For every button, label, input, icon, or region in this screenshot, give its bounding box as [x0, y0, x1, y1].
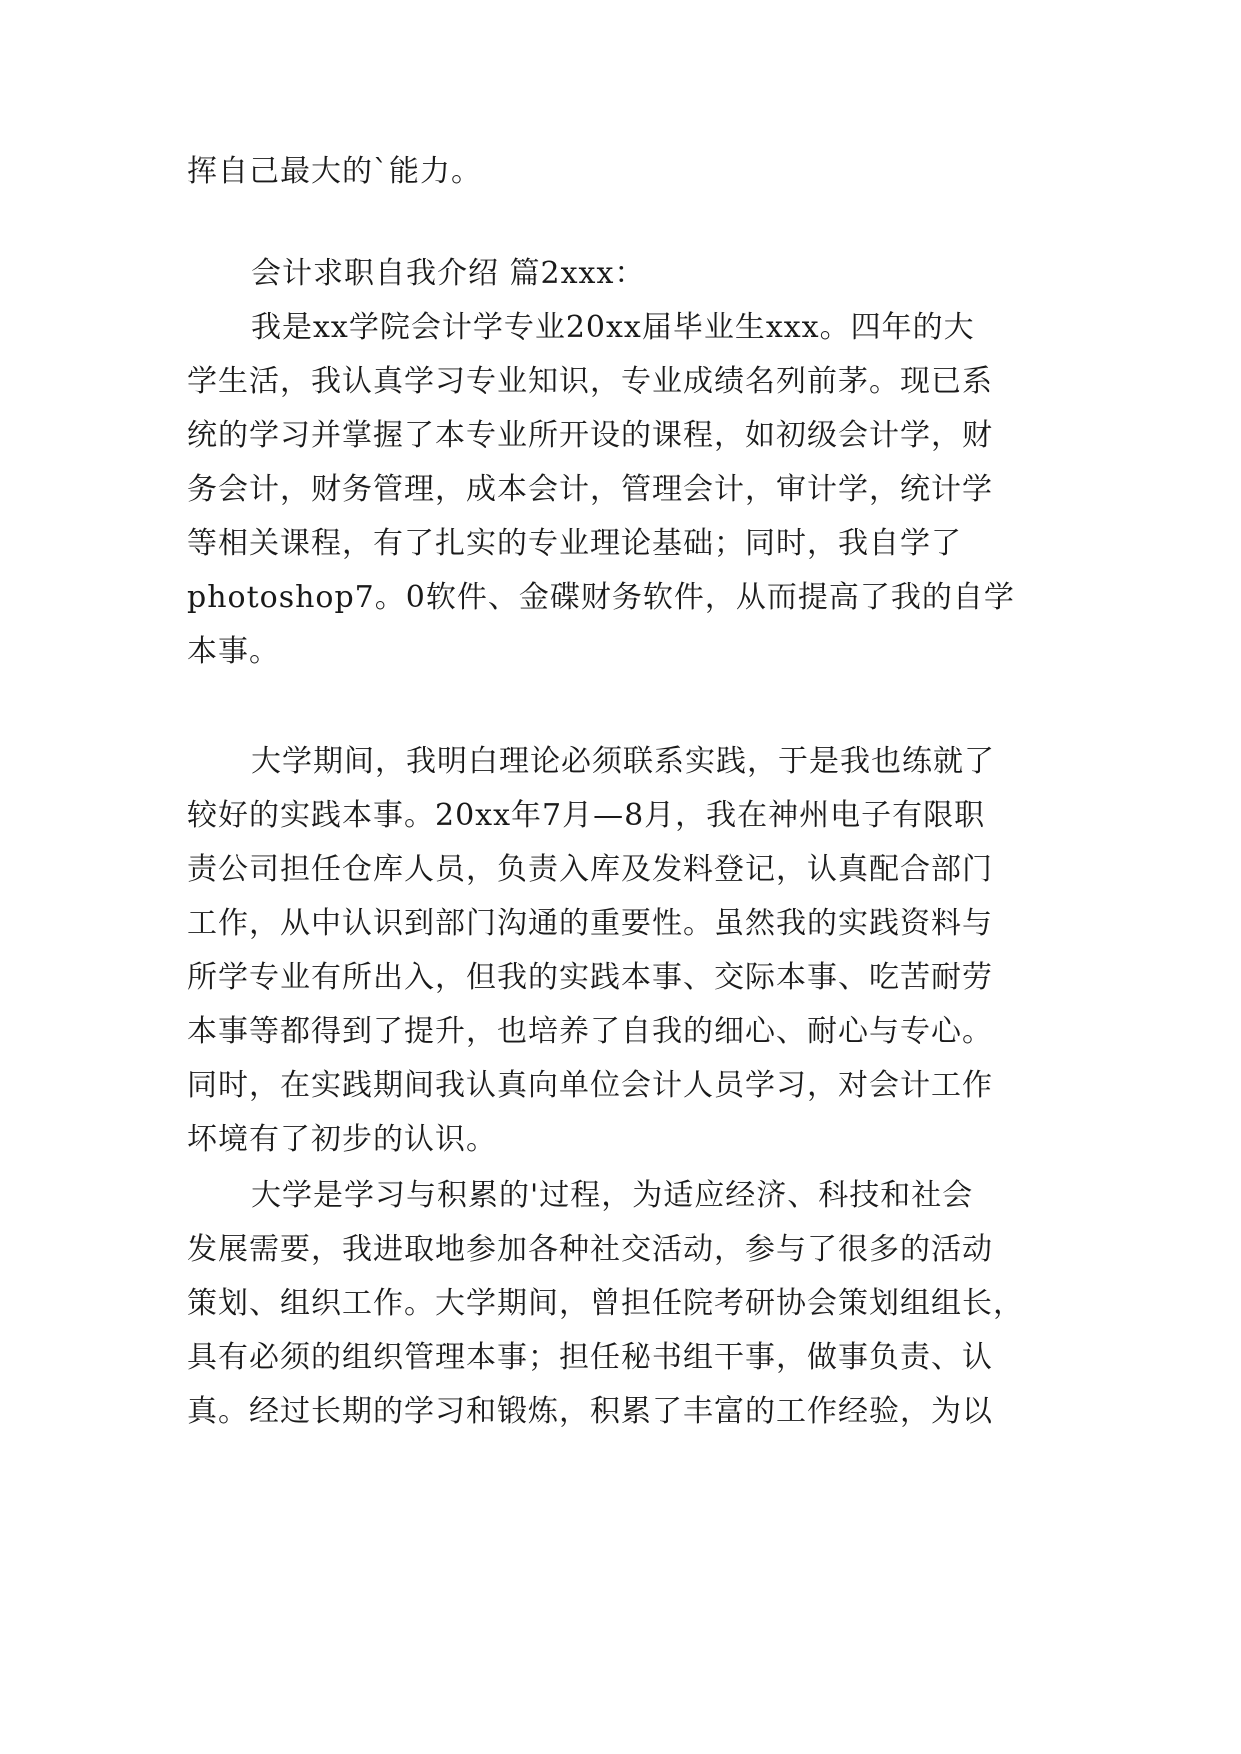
paragraph-line: 发展需要，我进取地参加各种社交活动，参与了很多的活动: [187, 1232, 993, 1267]
paragraph-line: 坏境有了初步的认识。: [187, 1122, 497, 1157]
paragraph-line: 责公司担任仓库人员，负责入库及发料登记，认真配合部门: [187, 852, 993, 887]
paragraph-line: 所学专业有所出入，但我的实践本事、交际本事、吃苦耐劳: [187, 960, 993, 995]
paragraph-line: 统的学习并掌握了本专业所开设的课程，如初级会计学，财: [187, 418, 993, 453]
paragraph-line: 等相关课程，有了扎实的专业理论基础；同时，我自学了: [187, 526, 962, 561]
paragraph-line: 真。经过长期的学习和锻炼，积累了丰富的工作经验，为以: [187, 1394, 993, 1429]
paragraph-line: 同时，在实践期间我认真向单位会计人员学习，对会计工作: [187, 1068, 993, 1103]
paragraph-line: 较好的实践本事。20xx年7月—8月，我在神州电子有限职: [187, 798, 986, 833]
paragraph-line: 策划、组织工作。大学期间，曾担任院考研协会策划组组长，: [187, 1286, 1024, 1321]
paragraph-line: photoshop7。0软件、金碟财务软件，从而提高了我的自学: [187, 580, 1015, 615]
paragraph-line: 我是xx学院会计学专业20xx届毕业生xxx。四年的大: [251, 310, 975, 345]
paragraph-line: 务会计，财务管理，成本会计，管理会计，审计学，统计学: [187, 472, 993, 507]
paragraph-line: 具有必须的组织管理本事；担任秘书组干事，做事负责、认: [187, 1340, 993, 1375]
paragraph-line: 大学期间，我明白理论必须联系实践，于是我也练就了: [251, 744, 995, 779]
paragraph-line: 学生活，我认真学习专业知识，专业成绩名列前茅。现已系: [187, 364, 993, 399]
paragraph-line: 工作，从中认识到部门沟通的重要性。虽然我的实践资料与: [187, 906, 993, 941]
section-heading: 会计求职自我介绍 篇2xxx：: [251, 256, 646, 291]
paragraph-line: 本事等都得到了提升，也培养了自我的细心、耐心与专心。: [187, 1014, 993, 1049]
paragraph-line: 挥自己最大的`能力。: [187, 154, 482, 189]
paragraph-line: 本事。: [187, 634, 280, 669]
paragraph-line: 大学是学习与积累的'过程，为适应经济、科技和社会: [251, 1178, 974, 1213]
